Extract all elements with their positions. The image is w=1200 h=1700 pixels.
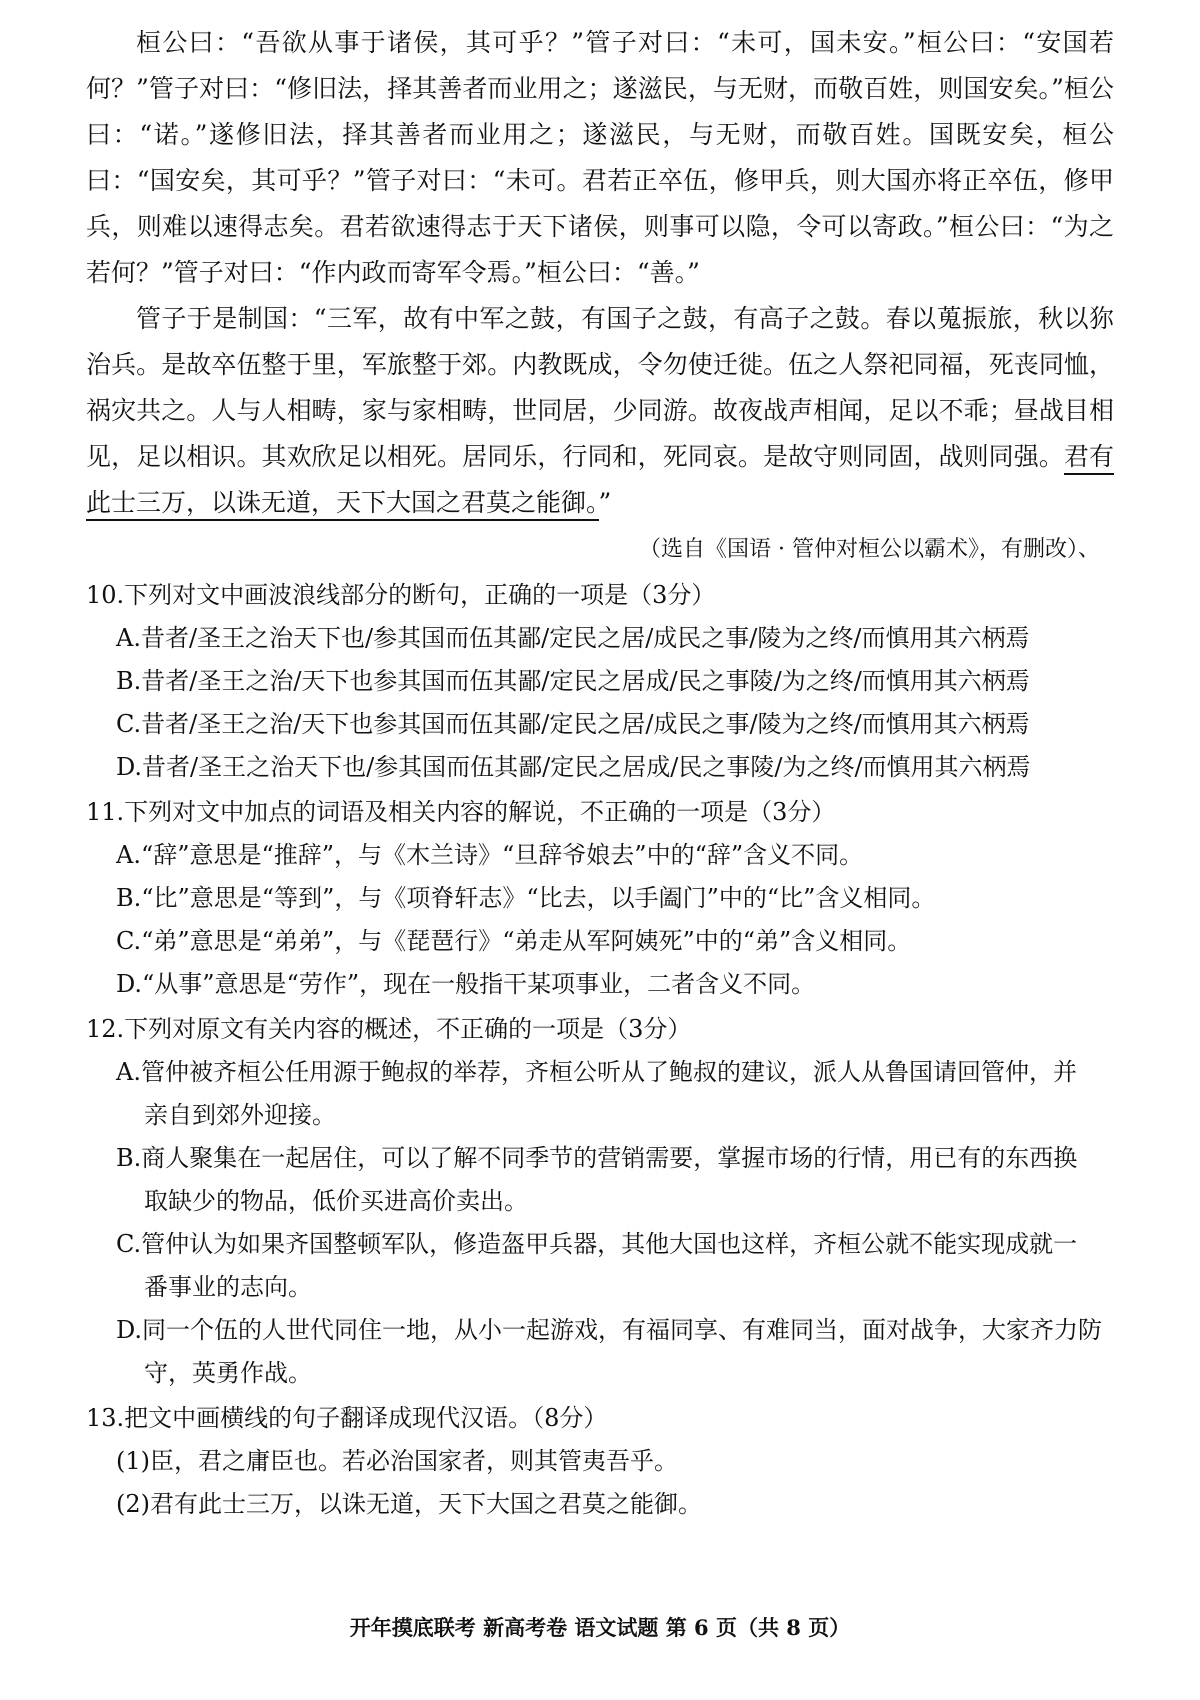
question-stem: 12.下列对原文有关内容的概述，不正确的一项是（3分） (86, 1015, 692, 1043)
option-c: C.昔者/圣王之治/天下也参其国而伍其鄙/定民之居/成民之事/陵为之终/而慎用其六柄焉 (116, 710, 1030, 738)
option-b: B.商人聚集在一起居住，可以了解不同季节的营销需要，掌握市场的行情，用已有的东西换 取缺少的物品，低价买进高价卖出。 (116, 1144, 1078, 1215)
passage-paragraph-1: 桓公曰：“吾欲从事于诸侯，其可乎？”管子对曰：“未可，国未安。”桓公曰：“安国若何？”管子对曰：“修旧法，择其善者而业用之；遂滋民，与无财，而敬百姓，则国安矣。”桓公曰：“诺。”遂修旧法，择其善者而业用之；遂滋民，与无财，而敬百姓。国既安矣，桓公曰：“国安矣，其可乎？”管子对曰：“未可。君若正卒伍，修甲兵，则大国亦将正卒伍，修甲兵，则难以速得志矣。君若欲速得志于天下诸侯，则事可以隐，令可以寄政。”桓公曰：“为之若何？”管子对曰：“作内政而寄军令焉。”桓公曰：“善。” (86, 28, 1114, 287)
option-d: D.同一个伍的人世代同住一地，从小一起游戏，有福同享、有难同当，面对战争，大家齐力防 守，英勇作战。 (116, 1316, 1103, 1387)
option-a: A.“辞”意思是“推辞”，与《木兰诗》“旦辞爷娘去”中的“辞”含义不同。 (116, 841, 864, 869)
sub-item-1: (1)臣，君之庸臣也。若必治国家者，则其管夷吾乎。 (116, 1447, 678, 1475)
question-13 (86, 1397, 1114, 1526)
sub-item-2: (2)君有此士三万，以诛无道，天下大国之君莫之能御。 (116, 1490, 702, 1518)
question-12 (86, 1008, 1114, 1395)
passage-paragraph-2-text: 管子于是制国：“三军，故有中军之鼓，有国子之鼓，有高子之鼓。春以蒐振旅，秋以狝治兵。是故卒伍整于里，军旅整于郊。内教既成，令勿使迁徙。伍之人祭祀同福，死丧同恤，祸灾共之。人与人相畴，家与家相畴，世同居，少同游。故夜战声相闻，足以不乖；昼战目相见，足以相识。其欢欣足以相死。居同乐，行同和，死同哀。是故守则同固，战则同强。 (86, 304, 1114, 471)
question-10 (86, 574, 1114, 789)
option-b: B.昔者/圣王之治/天下也参其国而伍其鄙/定民之居成/民之事陵/为之终/而慎用其六柄焉 (116, 667, 1030, 695)
passage-paragraph-2 (86, 296, 1114, 526)
option-c: C.“弟”意思是“弟弟”，与《琵琶行》“弟走从军阿姨死”中的“弟”含义相同。 (116, 927, 912, 955)
page-footer: 开年摸底联考 新高考卷 语文试题 第 6 页（共 8 页） (349, 1615, 851, 1640)
underlined-sentence: 君有此士三万，以诛无道，天下大国之君莫之能御。 (86, 442, 1114, 521)
option-d: D.“从事”意思是“劳作”，现在一般指干某项事业，二者含义不同。 (116, 970, 816, 998)
option-c: C.管仲认为如果齐国整顿军队，修造盔甲兵器，其他大国也这样，齐桓公就不能实现成就一 番事业的志向。 (116, 1230, 1078, 1301)
passage-source: （选自《国语 · 管仲对桓公以霸术》，有删改）、 (639, 537, 1100, 562)
question-11 (86, 791, 1114, 1006)
question-stem: 10.下列对文中画波浪线部分的断句，正确的一项是（3分） (86, 581, 716, 609)
option-b: B.“比”意思是“等到”，与《项脊轩志》“比去，以手阖门”中的“比”含义相同。 (116, 884, 936, 912)
question-stem: 13.把文中画横线的句子翻译成现代汉语。（8分） (86, 1404, 608, 1432)
question-stem: 11.下列对文中加点的词语及相关内容的解说，不正确的一项是（3分） (86, 798, 836, 826)
closing-quote: ” (598, 488, 612, 517)
option-a: A.管仲被齐桓公任用源于鲍叔的举荐，齐桓公听从了鲍叔的建议，派人从鲁国请回管仲，并 亲自到郊外迎接。 (116, 1058, 1077, 1129)
option-d: D.昔者/圣王之治天下也/参其国而伍其鄙/定民之居成/民之事陵/为之终/而慎用其六柄焉 (116, 753, 1031, 781)
option-a: A.昔者/圣王之治天下也/参其国而伍其鄙/定民之居/成民之事/陵为之终/而慎用其六柄焉 (116, 624, 1030, 652)
